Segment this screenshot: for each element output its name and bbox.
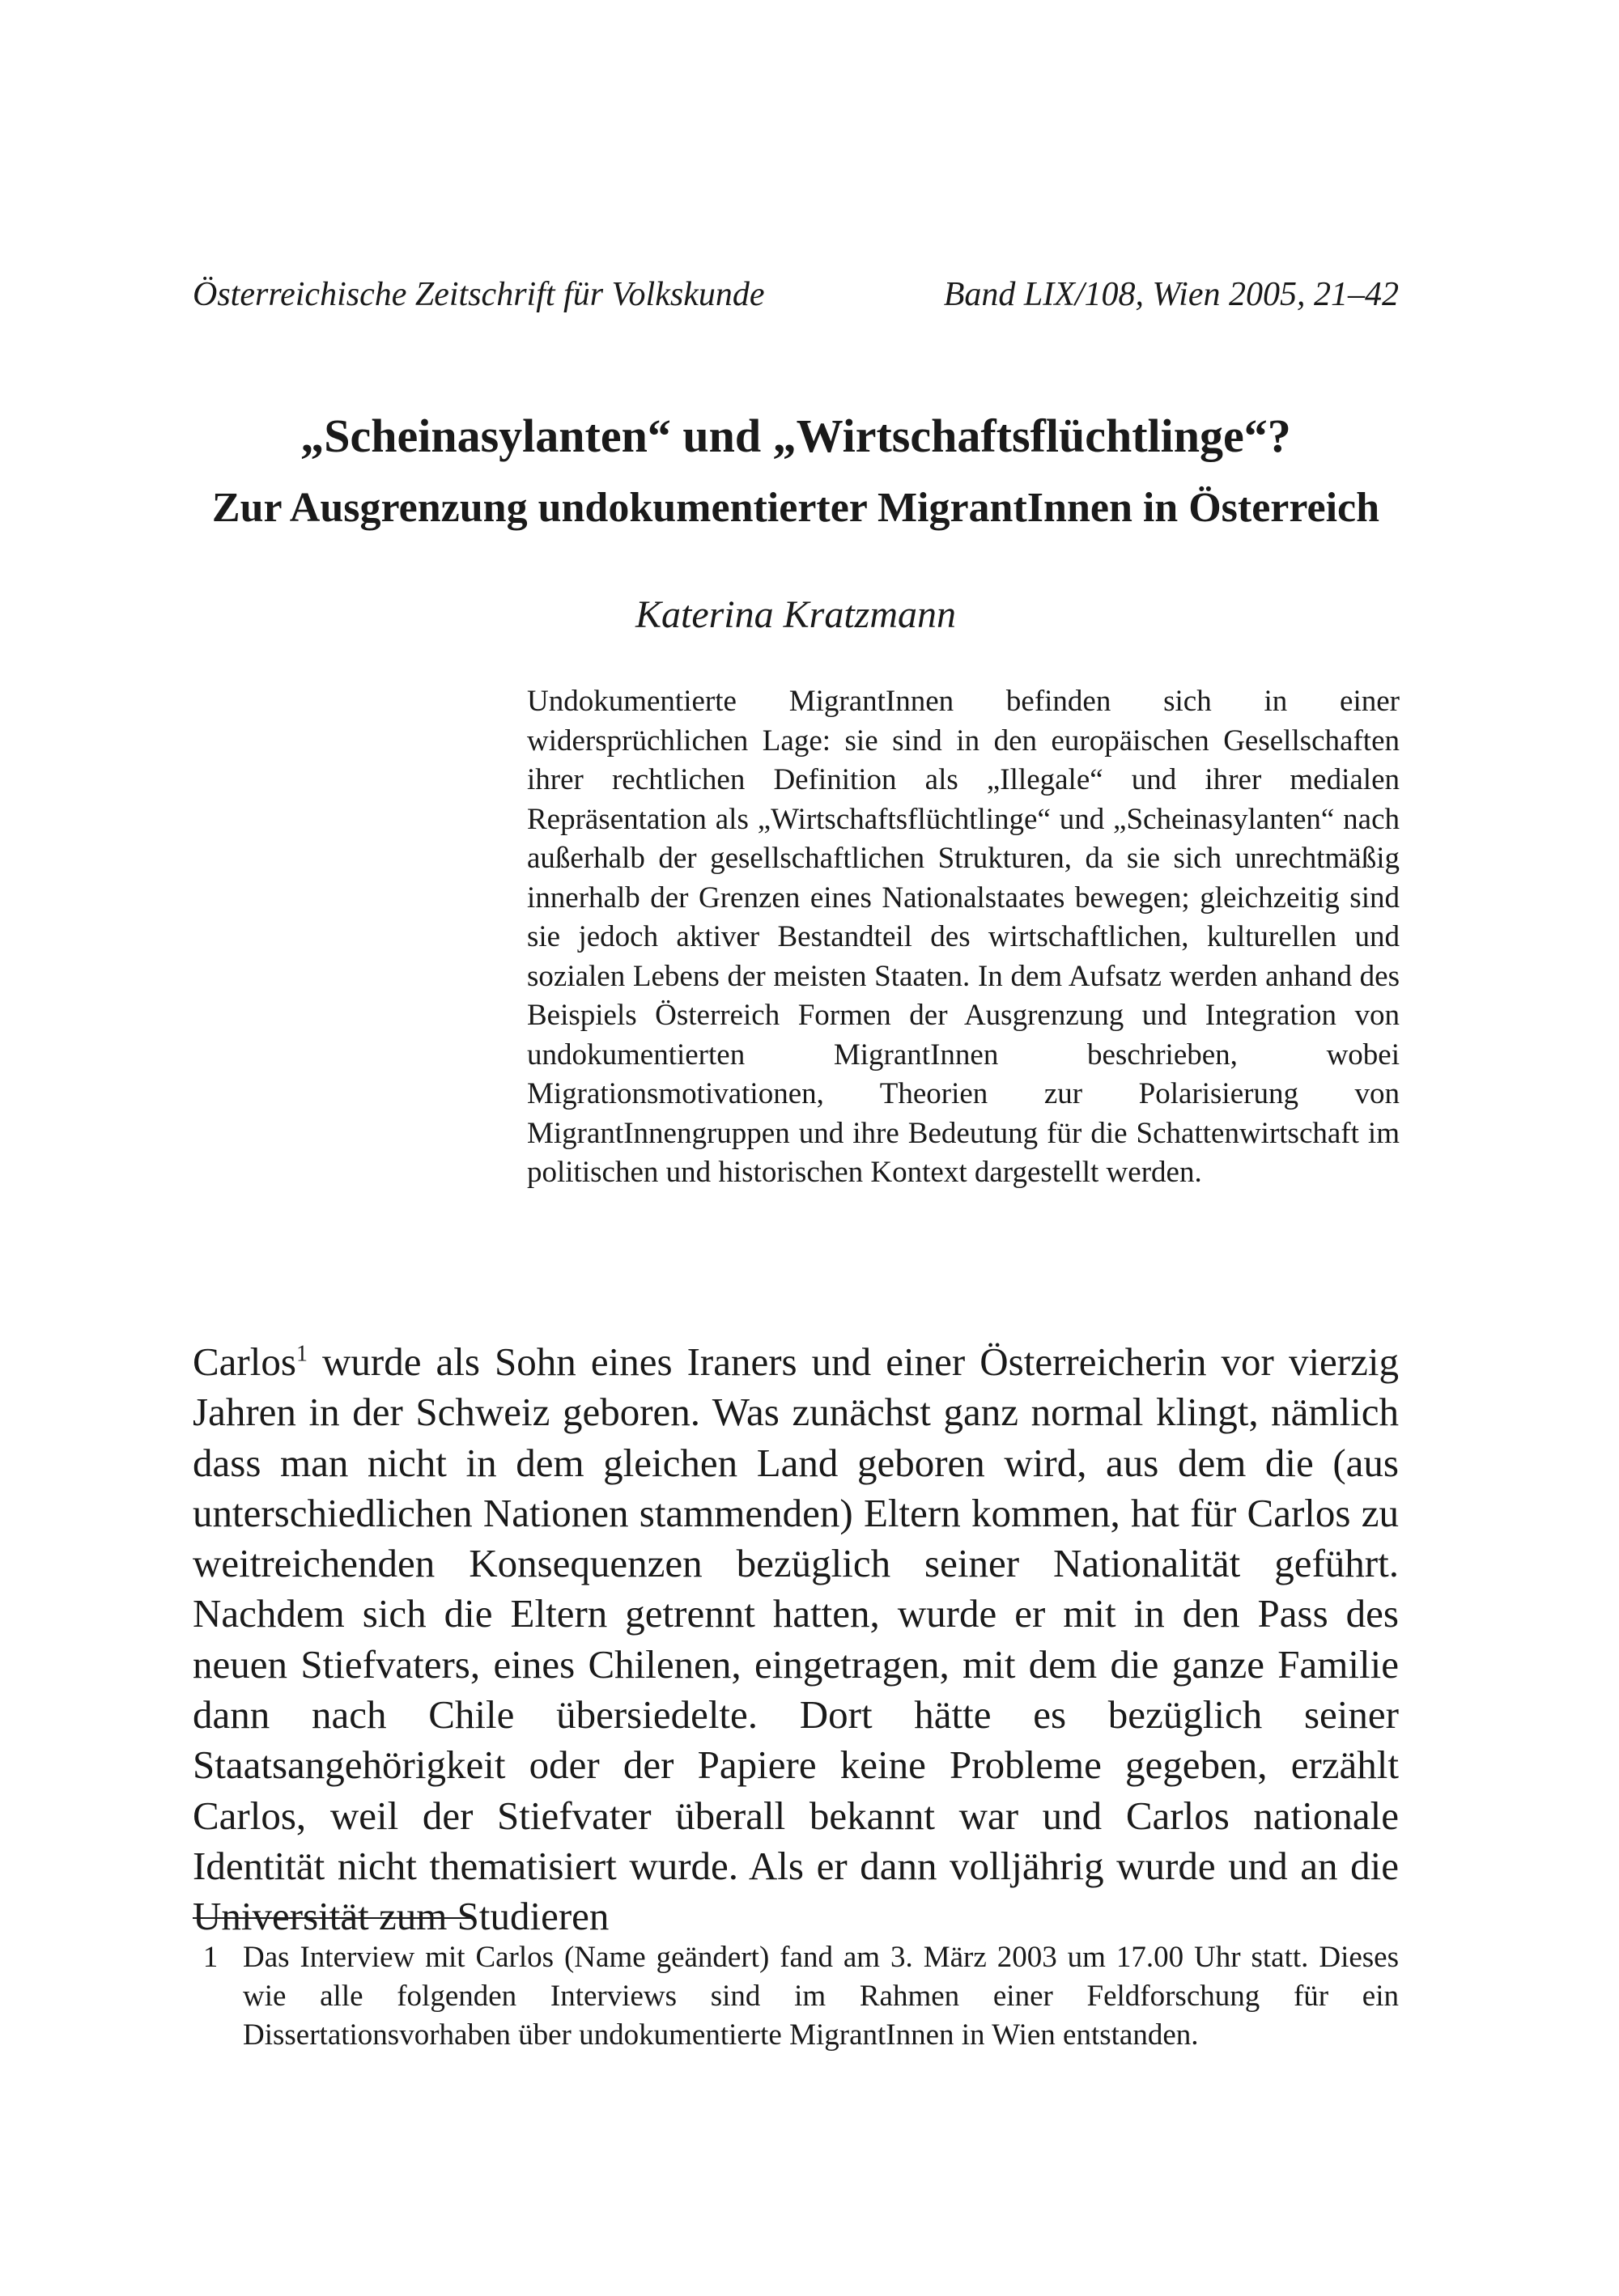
footnote-number: 1: [202, 1941, 219, 1974]
abstract: Undokumentierte MigrantInnen befinden sich in einer widersprüchlichen Lage: sie sind in den europäischen Gesellschaften ihrer rechtlichen Definition als „Illegale“ und ihrer medialen Repräsentation als „Wirtschaftsflüchtlinge“ und „Scheinasylanten“ nach außerhalb der gesellschaftlichen Strukturen, da sie sich unrechtmäßig innerhalb der Grenzen eines Nationalstaates bewegen; gleichzeitig sind sie jedoch aktiver Bestandteil des wirtschaftlichen, kulturellen und sozialen Lebens der meisten Staaten. In dem Aufsatz werden anhand des Beispiels Österreich Formen der Ausgrenzung und Integration von undokumentierten MigrantInnen beschrieben, wobei Migrationsmotivationen, Theorien zur Polarisierung von MigrantInnengruppen und ihre Bedeutung für die Schattenwirtschaft im politischen und historischen Kontext dargestellt werden.: [527, 685, 1400, 1189]
article-author: Katerina Kratzmann: [635, 593, 957, 636]
footnote-reference[interactable]: 1: [295, 1341, 308, 1367]
journal-name: Österreichische Zeitschrift für Volkskunde: [193, 276, 765, 313]
article-subtitle: Zur Ausgrenzung undokumentierter MigrantInnen in Österreich: [211, 485, 1380, 531]
body-first-word: Carlos: [193, 1339, 296, 1384]
footnote-text: Das Interview mit Carlos (Name geändert) fand am 3. März 2003 um 17.00 Uhr statt. Dieses wie alle folgenden Interviews sind im Rahmen einer Feldforschung für ein Dissertationsvorhaben über undokumentierte MigrantInnen in Wien entstanden.: [243, 1941, 1399, 2052]
volume-info: Band LIX/108, Wien 2005, 21–42: [943, 276, 1399, 313]
body-paragraph: [193, 1337, 1399, 1942]
body-text: wurde als Sohn eines Iraners und einer Österreicherin vor vierzig Jahren in der Schweiz geboren. Was zunächst ganz normal klingt, nämlich dass man nicht in dem gleichen Land geboren wird, aus dem die (aus unterschiedlichen Nationen stammenden) Eltern kommen, hat für Carlos zu weitreichenden Konsequenzen bezüglich seiner Nationalität geführt. Nachdem sich die Eltern getrennt hatten, wurde er mit in den Pass des neuen Stiefvaters, eines Chilenen, eingetragen, mit dem die ganze Familie dann nach Chile übersiedelte. Dort hätte es bezüglich seiner Staatsangehörigkeit oder der Papiere keine Probleme gegeben, erzählt Carlos, weil der Stiefvater überall bekannt war und Carlos nationale Identität nicht thematisiert wurde. Als er dann volljährig wurde und an die Universität zum Studieren: [193, 1339, 1399, 1939]
footnote-divider: [193, 1917, 474, 1919]
footnote: [193, 1938, 1399, 2055]
article-title: „Scheinasylanten“ und „Wirtschaftsflüchtlinge“?: [300, 410, 1291, 462]
